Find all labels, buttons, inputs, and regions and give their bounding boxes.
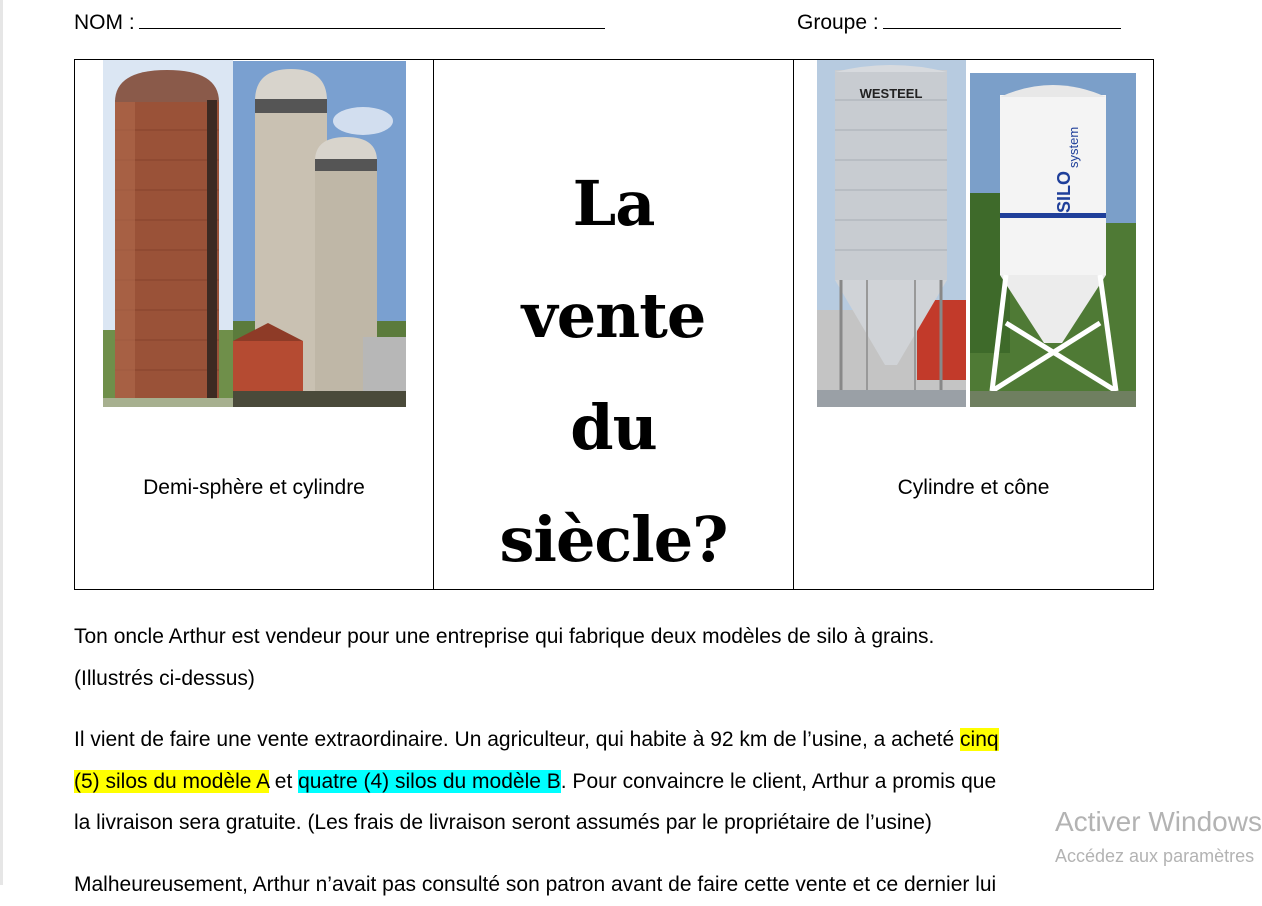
name-label: NOM :	[74, 11, 135, 34]
model-a-cell	[75, 60, 434, 589]
paragraph-3	[74, 864, 1154, 906]
group-line[interactable]	[883, 8, 1121, 29]
title-cell	[434, 60, 794, 589]
westeel-silo-photo	[817, 60, 966, 407]
concrete-silos-photo	[233, 61, 406, 407]
highlight-model-a: (5) silos du modèle A	[74, 769, 269, 793]
highlight-model-b: quatre (4) silos du modèle B	[298, 769, 561, 793]
p2-text-2: et	[268, 769, 299, 793]
activation-watermark: Activer Windows	[1055, 806, 1262, 837]
silo-table	[74, 59, 1154, 590]
system-brand-text: system	[1066, 126, 1081, 168]
model-b-cell	[794, 60, 1153, 589]
page-edge	[0, 0, 3, 885]
worksheet-title	[434, 148, 793, 596]
paragraph-2-line-3: la livraison sera gratuite. (Les frais de livraison seront assumés par le propriétaire de l’usine)	[74, 811, 932, 834]
title-line-4: siècle?	[499, 503, 728, 576]
title-line-2: vente	[521, 279, 706, 352]
brick-silo-photo	[103, 60, 233, 407]
model-b-caption: Cylindre et cône	[897, 476, 1050, 499]
paragraph-3-line-1: Malheureusement, Arthur n’avait pas consulté son patron avant de faire cette vente et ce dernier lui	[74, 873, 997, 896]
silo-system-photo	[970, 73, 1136, 407]
title-line-1: La	[572, 167, 655, 240]
title-line-3: du	[570, 391, 657, 464]
group-field[interactable]	[797, 8, 1121, 35]
header-row	[74, 8, 1154, 38]
highlight-model-a-count: cinq	[960, 728, 999, 751]
model-a-caption: Demi-sphère et cylindre	[143, 476, 365, 499]
p2-text-1: Il vient de faire une vente extraordinaire. Un agriculteur, qui habite à 92 km de l’usine, a acheté	[74, 728, 961, 751]
paragraph-2-line-1	[74, 719, 1154, 761]
name-field[interactable]	[74, 8, 605, 35]
group-label: Groupe :	[797, 11, 879, 34]
silo-brand-text: SILO	[1054, 170, 1074, 213]
paragraph-1	[74, 616, 1154, 699]
paragraph-2-line-2	[74, 761, 1154, 803]
paragraph-2	[74, 719, 1154, 844]
name-line[interactable]	[139, 8, 605, 29]
paragraph-1-line-1: Ton oncle Arthur est vendeur pour une entreprise qui fabrique deux modèles de silo à grains.	[74, 625, 935, 648]
activation-watermark-sub: Accédez aux paramètres	[1055, 846, 1255, 866]
paragraph-1-line-2: (Illustrés ci-dessus)	[74, 666, 255, 690]
p2-text-3: . Pour convaincre le client, Arthur a promis que	[560, 769, 997, 793]
westeel-brand-text: WESTEEL	[859, 86, 923, 101]
